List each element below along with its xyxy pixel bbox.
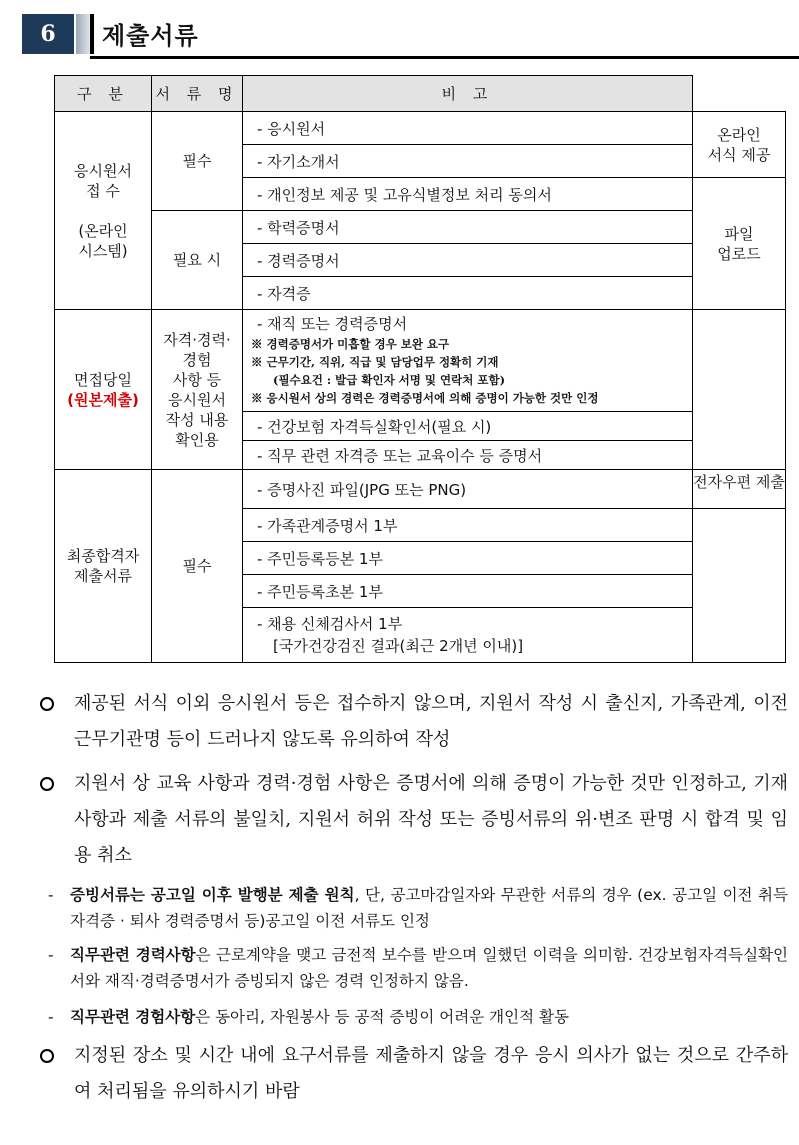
s3-note: 전자우편 제출 [693,470,786,509]
s1-req-item-3: - 개인정보 제공 및 고유식별정보 처리 동의서 [243,178,693,211]
note-text-3: 지정된 장소 및 시간 내에 요구서류를 제출하지 않을 경우 응시 의사가 없는 것으로 간주하여 처리됨을 유의하시기 바람 [74,1045,788,1102]
s1-req-item-2: - 자기소개서 [243,145,693,178]
s1-note-online: 온라인 서식 제공 [693,112,786,178]
s2-note-2: ※ 근무기간, 직위, 직급 및 담당업무 정확히 기재 [251,355,499,369]
note-text-2: 지원서 상 교육 사항과 경력·경험 사항은 증명서에 의해 증명이 가능한 것만 인정하고, 기재사항과 제출 서류의 불일치, 지원서 허위 작성 또는 증빙서류의 위·변조 판명 시 합격 및 임용 취소 [74,773,788,866]
s3-note-empty [693,509,786,663]
title-underline [90,56,799,59]
s1-opt-item-1: - 학력증명서 [243,211,693,244]
table-row [55,310,786,412]
documents-table [54,75,786,663]
note-text-1: 제공된 서식 이외 응시원서 등은 접수하지 않으며, 지원서 작성 시 출신지, 가족관계, 이전 근무기관명 등이 드러나지 않도록 유의하여 작성 [74,693,788,750]
s1-category: 응시원서 접 수 (온라인 시스템) [55,112,152,310]
note-dash-2: - 직무관련 경력사항은 근로계약을 맺고 금전적 보수를 받으며 일했던 이력을 의미함. 건강보험자격득실확인서와 재직·경력증명서가 증빙되지 않은 경력 인정하지 않음. [48,946,788,990]
s3-item-4: - 주민등록초본 1부 [243,575,693,608]
s2-category [55,310,152,470]
note-dash-1-text: , 단, 공고마감일자와 무관한 서류의 경우 (ex. 공고일 이전 취득 자격증 · 퇴사 경력증명서 등)공고일 이전 서류도 인정 [70,886,788,930]
s3-category: 최종합격자 제출서류 [55,470,152,663]
col-header-note: 비 고 [243,76,693,112]
table-row [55,470,786,509]
section-number: 6 [22,14,74,54]
s1-optional-label: 필요 시 [152,211,243,310]
s2-note-4: ※ 응시원서 상의 경력은 경력증명서에 의해 증명이 가능한 것만 인정 [251,391,599,405]
s3-item-3: - 주민등록등본 1부 [243,542,693,575]
s2-note-3: (필수요건 : 발급 확인자 서명 및 연락처 포함) [273,373,506,387]
s3-required-label: 필수 [152,470,243,663]
col-header-category: 구 분 [55,76,152,112]
note-dash-2-bold: 직무관련 경력사항 [70,946,196,964]
s1-opt-item-2: - 경력증명서 [243,244,693,277]
note-bullet-3 [36,1038,788,1110]
notes-section [36,686,788,1110]
circle-bullet-icon [40,697,54,711]
table-row [55,211,786,244]
section-header [22,14,799,54]
s2-category-label: 면접당일 [74,370,132,389]
s2-purpose: 자격·경력· 경험 사항 등 응시원서 작성 내용 확인용 [152,310,243,470]
s2-item-2: - 건강보험 자격득실확인서(필요 시) [243,412,693,441]
s2-note-empty [693,310,786,470]
s3-item-5-sub: [국가건강검진 결과(최근 2개년 이내)] [273,637,524,655]
s3-item-1: - 증명사진 파일(JPG 또는 PNG) [243,470,693,509]
title-bar [90,14,94,54]
note-dash-3-bold: 직무관련 경험사항 [70,1008,196,1026]
table-header-row [55,76,786,112]
note-bullet-1 [36,686,788,758]
s1-note-upload: 파일 업로드 [693,178,786,310]
col-header-documents: 서 류 명 [152,76,243,112]
s2-category-original: (원본제출) [67,390,139,409]
s1-required-label: 필수 [152,112,243,211]
s1-req-item-1: - 응시원서 [243,112,693,145]
note-dash-1-bold: 증빙서류는 공고일 이후 발행분 제출 원칙 [70,886,355,904]
note-dash-1: - 증빙서류는 공고일 이후 발행분 제출 원칙, 단, 공고마감일자와 무관한 서류의 경우 (ex. 공고일 이전 취득 자격증 · 퇴사 경력증명서 등)공고일 이전 서류도 인정 [48,886,788,930]
s1-opt-item-3: - 자격증 [243,277,693,310]
s2-note-1: ※ 경력증명서가 미흡할 경우 보완 요구 [251,337,450,351]
section-title: 제출서류 [102,22,199,50]
circle-bullet-icon [40,777,54,791]
note-dash-3: - 직무관련 경험사항은 동아리, 자원봉사 등 공적 증빙이 어려운 개인적 활동 [48,1008,569,1026]
table-row [55,112,786,145]
circle-bullet-icon [40,1049,54,1063]
s3-item-5-cell [243,608,693,663]
s2-item-1: - 재직 또는 경력증명서 [257,315,408,333]
note-dash-3-text: 은 동아리, 자원봉사 등 공적 증빙이 어려운 개인적 활동 [195,1008,569,1026]
s3-item-5: - 채용 신체검사서 1부 [257,615,403,633]
s3-item-2: - 가족관계증명서 1부 [243,509,693,542]
s2-item-1-cell [243,310,693,412]
s2-item-3: - 직무 관련 자격증 또는 교육이수 등 증명서 [243,441,693,470]
note-bullet-2 [36,766,788,874]
note-dash-2-text: 은 근로계약을 맺고 금전적 보수를 받으며 일했던 이력을 의미함. 건강보험자격득실확인서와 재직·경력증명서가 증빙되지 않은 경력 인정하지 않음. [70,946,788,990]
